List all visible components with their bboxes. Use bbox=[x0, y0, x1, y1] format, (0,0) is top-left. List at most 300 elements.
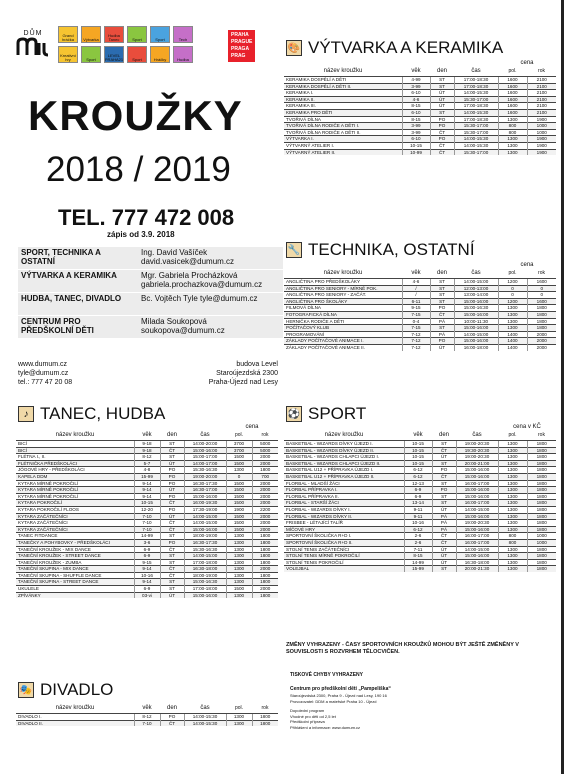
course-name: STOLNÍ TENIS ZAČÁTEČNÍCI bbox=[284, 546, 404, 553]
header-spacer bbox=[402, 60, 430, 67]
price-half: 1500 bbox=[226, 513, 252, 520]
age: 2-6 bbox=[404, 539, 432, 546]
centrum-line: Staroújezdská 2300, Praha 9 - Újezd nad Lesy, 190 16 bbox=[290, 693, 387, 698]
header-spacer bbox=[430, 262, 454, 269]
program-tile: Sport bbox=[150, 26, 170, 43]
day: ÚT bbox=[160, 460, 184, 467]
course-name: FLORBAL - WIZARDS DÍVKY II. bbox=[284, 513, 404, 520]
table-row bbox=[284, 441, 556, 448]
course-name: ANGLIČTINA PRO SENIORY - MÍRNĚ POK. bbox=[284, 285, 402, 292]
age: 9-14 bbox=[134, 579, 160, 586]
table-row bbox=[284, 149, 556, 155]
price-half: 1300 bbox=[498, 460, 527, 467]
day: ČT bbox=[160, 566, 184, 573]
column-header: pol. bbox=[508, 432, 517, 438]
price-half: 1300 bbox=[226, 572, 252, 579]
time: 15:00-16:00 bbox=[454, 338, 498, 345]
course-name: VÝTVARKA I. bbox=[284, 136, 402, 143]
day: ST bbox=[160, 586, 184, 593]
day: PO bbox=[160, 473, 184, 480]
age: 5-7 bbox=[134, 460, 160, 467]
centrum-line: Provozovatel: DDM a mateřské Praha 10 - Újezd bbox=[290, 698, 377, 704]
age: 3-6 bbox=[134, 539, 160, 546]
course-name: VOLEJBAL bbox=[284, 566, 404, 572]
price-year: 1000 bbox=[527, 539, 556, 546]
column-header: název kroužku bbox=[55, 705, 95, 711]
school-year: 2018 / 2019 bbox=[46, 150, 231, 189]
program-tile: Sport bbox=[81, 46, 101, 63]
price-half: 1900 bbox=[226, 506, 252, 513]
day: ST bbox=[160, 441, 184, 448]
day: PO bbox=[160, 714, 184, 721]
price-year: 0 bbox=[527, 292, 556, 299]
course-name: ANGLIČTINA PRO PŘEDŠKOLÁKY bbox=[284, 279, 402, 286]
table-row bbox=[284, 447, 556, 454]
day: PO bbox=[160, 539, 184, 546]
city: Praha-Újezd nad Lesy bbox=[208, 379, 278, 386]
price-year: 2000 bbox=[252, 487, 278, 494]
price-half: 1300 bbox=[226, 714, 252, 721]
price-half: 1300 bbox=[498, 454, 527, 461]
table-row bbox=[284, 533, 556, 540]
contact-person[interactable]: Mgr. Gabriela Procházková gabriela.prochazkova@dumum.cz bbox=[141, 271, 263, 289]
time: 15:00-16:00 bbox=[456, 487, 498, 494]
course-name: ANGLIČTINA PRO ŠKOLÁKY bbox=[284, 298, 402, 305]
age: 6-10 bbox=[402, 136, 430, 143]
price-half: 1300 bbox=[498, 506, 527, 513]
course-name: POČÍTAČOVÝ KLUB bbox=[284, 325, 402, 332]
day: ÚT bbox=[432, 553, 456, 560]
contact-department: CENTRUM PRO PŘEDŠKOLNÍ DĚTI bbox=[21, 317, 94, 335]
table-row bbox=[284, 318, 556, 325]
day: PO bbox=[160, 506, 184, 513]
price-half: 800 bbox=[498, 533, 527, 540]
course-name: FLORBAL PŘÍPRAVKA II. bbox=[284, 493, 404, 500]
course-name: TANEČKY A POHYBOVKY - PŘEDŠKOLÁCI bbox=[16, 539, 134, 546]
section-vytvarka-title bbox=[286, 38, 503, 58]
day: ČT bbox=[160, 526, 184, 533]
vytvarka-table bbox=[284, 60, 556, 155]
price-half: 1300 bbox=[498, 553, 527, 560]
phone-number: TEL. 777 472 008 bbox=[58, 205, 235, 230]
theatre-mask-icon: 🎭 bbox=[18, 682, 34, 698]
fine-print-line: Dopolední program bbox=[290, 708, 325, 713]
table-row bbox=[16, 559, 278, 566]
table-row bbox=[284, 129, 556, 136]
price-year: 2000 bbox=[252, 493, 278, 500]
program-tiles bbox=[58, 26, 193, 63]
price-year: 1800 bbox=[527, 305, 556, 312]
course-name: VÝTVARNÝ ATELIER I. bbox=[284, 142, 402, 149]
course-name: FLÉTNA I., II. bbox=[16, 454, 134, 461]
day: ST bbox=[160, 553, 184, 560]
table-row bbox=[16, 454, 278, 461]
time: 15:30-16:30 bbox=[184, 467, 226, 474]
price-year: 0 bbox=[527, 285, 556, 292]
price-year: 1800 bbox=[252, 592, 278, 598]
course-name: BASKETBAL U12 + PŘÍPRAVKA ÚJEZD II. bbox=[284, 473, 404, 480]
price-half: 1500 bbox=[226, 500, 252, 507]
price-year: 2100 bbox=[527, 90, 556, 97]
price-year: 2100 bbox=[527, 109, 556, 116]
table-row bbox=[284, 553, 556, 560]
table-row bbox=[16, 447, 278, 454]
price-half: 1300 bbox=[498, 520, 527, 527]
time: 19:00-20:30 bbox=[456, 520, 498, 527]
age: 13-14 bbox=[404, 500, 432, 507]
day: ST bbox=[432, 441, 456, 448]
typo-notice: TISKOVÉ CHYBY VYHRAZENY bbox=[290, 672, 363, 678]
price-year: 1800 bbox=[252, 467, 278, 474]
time: 14:00-15:00 bbox=[456, 506, 498, 513]
column-header: rok bbox=[538, 270, 545, 276]
day: ÚT bbox=[430, 90, 454, 97]
price-half: 1300 bbox=[498, 447, 527, 454]
age: 6-9 bbox=[134, 553, 160, 560]
table-row bbox=[284, 566, 556, 572]
column-header: rok bbox=[261, 705, 269, 711]
price-year: 1800 bbox=[527, 454, 556, 461]
course-name: BASKETBAL - WIZARDS CHLAPCI ÚJEZD II. bbox=[284, 460, 404, 467]
day: ČT bbox=[430, 149, 454, 155]
price-year: 1800 bbox=[252, 553, 278, 560]
price-label: cena bbox=[520, 262, 534, 268]
header-spacer bbox=[284, 60, 402, 67]
contact-person[interactable]: Milada Soukopová soukopova@dumum.cz bbox=[141, 317, 225, 335]
course-name: KERAMIKA DOSPĚLÍ A DĚTI II. bbox=[284, 83, 402, 90]
day: ČT bbox=[430, 311, 454, 318]
price-year: 1800 bbox=[527, 441, 556, 448]
price-year: 1000 bbox=[527, 123, 556, 130]
age: 6-9 bbox=[134, 586, 160, 593]
day: ČT bbox=[160, 572, 184, 579]
age: 9-14 bbox=[134, 480, 160, 487]
table-row bbox=[284, 116, 556, 123]
course-name: KYTARA POKROČILÍ bbox=[16, 500, 134, 507]
time: 14:00-15:30 bbox=[454, 90, 498, 97]
time: 14:00-15:30 bbox=[454, 142, 498, 149]
age: 7-11 bbox=[404, 546, 432, 553]
price-year: 1800 bbox=[252, 714, 278, 721]
age: 4-99 bbox=[402, 77, 430, 84]
day: ST bbox=[432, 500, 456, 507]
price-year: 1800 bbox=[527, 480, 556, 487]
age: 9-15 bbox=[402, 305, 430, 312]
age: 7-10 bbox=[134, 526, 160, 533]
price-half: 0 bbox=[226, 473, 252, 480]
day: PO bbox=[160, 493, 184, 500]
time: 14:00-15:00 bbox=[184, 553, 226, 560]
table-row bbox=[284, 331, 556, 338]
column-header: název kroužku bbox=[323, 270, 363, 276]
column-header: pol. bbox=[234, 432, 244, 438]
age: 8-15 bbox=[402, 103, 430, 110]
course-name: KERAMIKA PRO DĚTI bbox=[284, 109, 402, 116]
header-spacer bbox=[402, 262, 430, 269]
web-link[interactable]: www.dumum.cz bbox=[18, 361, 68, 368]
time: 20:00-21:30 bbox=[456, 566, 498, 572]
column-header: čas bbox=[471, 68, 481, 74]
age: 14-99 bbox=[404, 559, 432, 566]
course-name: ANGLIČTINA PRO SENIORY - ZAČÁT. bbox=[284, 292, 402, 299]
day: ST bbox=[432, 460, 456, 467]
table-row bbox=[16, 506, 278, 513]
table-row bbox=[284, 279, 556, 286]
price-label: cena bbox=[245, 424, 259, 430]
day: ČT bbox=[160, 447, 184, 454]
price-year: 1800 bbox=[252, 579, 278, 586]
price-half: 1300 bbox=[498, 526, 527, 533]
price-half: 3700 bbox=[226, 447, 252, 454]
price-half: 1400 bbox=[498, 331, 527, 338]
price-year: 1800 bbox=[527, 526, 556, 533]
time: 16:00-17:00 bbox=[456, 533, 498, 540]
price-half: 1600 bbox=[498, 103, 527, 110]
course-name: KAPELA DDM bbox=[16, 473, 134, 480]
price-half: 1500 bbox=[226, 487, 252, 494]
day: PO bbox=[430, 305, 454, 312]
age: 14-99 bbox=[134, 533, 160, 540]
table-row bbox=[16, 720, 278, 726]
header-spacer bbox=[454, 60, 498, 67]
header-spacer bbox=[454, 262, 498, 269]
header-spacer bbox=[404, 424, 432, 431]
price-half: 0 bbox=[498, 292, 527, 299]
age: 10-16 bbox=[404, 520, 432, 527]
course-name: STOLNÍ TENIS POKROČILÍ bbox=[284, 559, 404, 566]
price-year: 1800 bbox=[527, 500, 556, 507]
table-row bbox=[16, 487, 278, 494]
page-title: KROUŽKY bbox=[28, 92, 243, 139]
table-row bbox=[284, 103, 556, 110]
phone-text: tel.: 777 47 20 08 bbox=[18, 379, 73, 386]
program-tile: Kreativní hry bbox=[58, 46, 78, 63]
contact-person[interactable]: Bc. Vojtěch Tyle tyle@dumum.cz bbox=[141, 294, 258, 303]
day: ČT bbox=[160, 720, 184, 726]
email-link[interactable]: tyle@dumum.cz bbox=[18, 370, 69, 377]
age: 9-18 bbox=[134, 441, 160, 448]
table-row bbox=[16, 566, 278, 573]
table-row bbox=[284, 136, 556, 143]
course-name: VÝTVARNÝ ATELIER II. bbox=[284, 149, 402, 155]
section-technika-title bbox=[286, 240, 475, 260]
age: 9-14 bbox=[134, 487, 160, 494]
age: 4-6 bbox=[402, 96, 430, 103]
table-row bbox=[16, 586, 278, 593]
table-row bbox=[284, 480, 556, 487]
time: 15:30-17:00 bbox=[454, 129, 498, 136]
time: 17:00-18:30 bbox=[454, 77, 498, 84]
day: PÁ bbox=[430, 318, 454, 325]
time: 15:00-16:00 bbox=[184, 493, 226, 500]
day: PO bbox=[432, 467, 456, 474]
price-half: 1300 bbox=[498, 546, 527, 553]
time: 15:00-16:00 bbox=[456, 473, 498, 480]
course-name: BICÍ bbox=[16, 441, 134, 448]
price-year: 1000 bbox=[527, 533, 556, 540]
day: PO bbox=[430, 338, 454, 345]
column-header: čas bbox=[472, 432, 482, 438]
price-year: 2000 bbox=[252, 566, 278, 573]
price-half: 1500 bbox=[226, 480, 252, 487]
age: 9-11 bbox=[404, 506, 432, 513]
street: Staroújezdská 2300 bbox=[216, 370, 278, 377]
day: PO bbox=[160, 467, 184, 474]
course-name: BASKETBAL - WIZARDS DÍVKY ÚJEZD II. bbox=[284, 447, 404, 454]
logo-glyph-icon bbox=[15, 37, 51, 57]
price-year: 1800 bbox=[252, 546, 278, 553]
column-header: název kroužku bbox=[323, 68, 363, 74]
price-year: 1900 bbox=[527, 116, 556, 123]
age: 7-15 bbox=[402, 311, 430, 318]
table-row bbox=[16, 714, 278, 721]
price-year: 2000 bbox=[252, 480, 278, 487]
price-half: 1300 bbox=[226, 539, 252, 546]
price-half: 1300 bbox=[226, 553, 252, 560]
price-year: 1800 bbox=[527, 447, 556, 454]
day: ÚT bbox=[432, 559, 456, 566]
price-year: 1900 bbox=[527, 142, 556, 149]
header-spacer bbox=[160, 424, 184, 431]
time: 14:00-15:00 bbox=[454, 331, 498, 338]
address-right bbox=[196, 360, 278, 387]
praha-badge-line: PRAG bbox=[231, 53, 246, 59]
time: 15:30-17:00 bbox=[454, 96, 498, 103]
day: ST bbox=[430, 325, 454, 332]
age: / bbox=[402, 285, 430, 292]
course-name: KYTARA MÍRNĚ POKROČILÍ bbox=[16, 487, 134, 494]
day: ÚT bbox=[160, 487, 184, 494]
column-header: věk bbox=[411, 68, 421, 74]
price-half: 1300 bbox=[226, 566, 252, 573]
contact-row bbox=[18, 246, 283, 269]
course-name: FLORBAL - MLADŠÍ ŽÁCI bbox=[284, 480, 404, 487]
column-header: den bbox=[436, 68, 447, 74]
price-half: 1500 bbox=[226, 460, 252, 467]
price-half: 1300 bbox=[498, 311, 527, 318]
age: 7-10 bbox=[134, 520, 160, 527]
section-title-text: TECHNIKA, OSTATNÍ bbox=[308, 240, 475, 259]
time: 18:00-19:00 bbox=[184, 572, 226, 579]
day: ST bbox=[430, 109, 454, 116]
course-name: ZÁKLADY POČÍTAČOVÉ ANIMACE II. bbox=[284, 344, 402, 350]
time: 15:00-16:00 bbox=[456, 467, 498, 474]
day: PÁ bbox=[432, 513, 456, 520]
table-row bbox=[16, 513, 278, 520]
age: 10-15 bbox=[404, 454, 432, 461]
column-header: den bbox=[436, 270, 447, 276]
time: 16:30-17:30 bbox=[184, 539, 226, 546]
price-year: 1800 bbox=[527, 460, 556, 467]
time: 15:00-17:00 bbox=[184, 454, 226, 461]
price-half: 1300 bbox=[226, 592, 252, 598]
day: ST bbox=[430, 77, 454, 84]
table-row bbox=[284, 539, 556, 546]
day: PO bbox=[430, 136, 454, 143]
time: 17:00-18:00 bbox=[184, 559, 226, 566]
fine-print-line: Přihlášení a informace: www.dumum.cz bbox=[290, 724, 361, 730]
age: 10-15 bbox=[134, 500, 160, 507]
tools-icon: 🔧 bbox=[286, 242, 302, 258]
day: ÚT bbox=[160, 513, 184, 520]
day: ST bbox=[430, 298, 454, 305]
program-tile: Sport bbox=[127, 26, 147, 43]
age: 9-11 bbox=[404, 513, 432, 520]
column-header: čas bbox=[471, 270, 481, 276]
time: 14:00-15:00 bbox=[184, 520, 226, 527]
table-row bbox=[16, 500, 278, 507]
registration-date: zápis od 3.9. 2018 bbox=[107, 230, 175, 239]
table-row bbox=[284, 506, 556, 513]
price-year: 1800 bbox=[527, 513, 556, 520]
price-year: 1800 bbox=[527, 487, 556, 494]
course-name: TVOŘIVÁ DÍLNA bbox=[284, 116, 402, 123]
price-label: cena bbox=[520, 60, 534, 66]
praha-badge-line: PRAHA bbox=[231, 32, 249, 38]
building-name: budova Level bbox=[236, 361, 278, 368]
price-half: 1300 bbox=[498, 305, 527, 312]
course-name: FLORBAL - WIZARDS DÍVKY I. bbox=[284, 506, 404, 513]
age: 6-10 bbox=[402, 90, 430, 97]
price-half: 1300 bbox=[226, 559, 252, 566]
header-spacer bbox=[184, 424, 226, 431]
time: 15:00-16:00 bbox=[456, 493, 498, 500]
time: 17:30-19:00 bbox=[184, 506, 226, 513]
price-year: 1800 bbox=[527, 506, 556, 513]
day: PO bbox=[160, 480, 184, 487]
table-row bbox=[16, 539, 278, 546]
table-row bbox=[284, 109, 556, 116]
contact-person[interactable]: Ing. David Vašíček david.vasicek@dumum.cz bbox=[141, 248, 235, 266]
program-tile: Hudba bbox=[173, 46, 193, 63]
price-half: 1300 bbox=[226, 533, 252, 540]
day: ČT bbox=[430, 142, 454, 149]
table-row bbox=[284, 311, 556, 318]
table-row bbox=[284, 123, 556, 130]
time: 15:00-16:00 bbox=[456, 553, 498, 560]
price-half: 800 bbox=[498, 123, 527, 130]
age: 10-15 bbox=[404, 447, 432, 454]
day: ST bbox=[432, 566, 456, 572]
table-row bbox=[284, 467, 556, 474]
price-label: cena v KČ bbox=[513, 424, 541, 430]
course-name: KERAMIKA DOSPĚLÍ A DĚTI bbox=[284, 77, 402, 84]
time: 14:00-15:00 bbox=[454, 279, 498, 286]
table-row bbox=[16, 520, 278, 527]
price-year: 2000 bbox=[252, 586, 278, 593]
tanec-table bbox=[16, 424, 278, 598]
price-half: 1300 bbox=[498, 142, 527, 149]
day: ST bbox=[430, 279, 454, 286]
table-row bbox=[284, 90, 556, 97]
contacts-table bbox=[18, 246, 283, 338]
time: 15:30-17:00 bbox=[454, 123, 498, 130]
age: 15-99 bbox=[404, 566, 432, 572]
column-header: den bbox=[438, 432, 449, 438]
age: 6-12 bbox=[404, 473, 432, 480]
price-half: 1300 bbox=[498, 473, 527, 480]
price-half: 1300 bbox=[498, 467, 527, 474]
program-tile: Výtvarka bbox=[81, 26, 101, 43]
price-half: 1500 bbox=[226, 454, 252, 461]
program-tile: LEVEL PRAHA21 bbox=[104, 46, 124, 63]
price-year: 2100 bbox=[527, 77, 556, 84]
price-year: 1800 bbox=[527, 520, 556, 527]
course-name: KYTARA ZAČÁTEČNÍCI bbox=[16, 513, 134, 520]
price-year: 1800 bbox=[527, 318, 556, 325]
course-name: FILMOVÁ DÍLNA bbox=[284, 305, 402, 312]
table-row bbox=[16, 572, 278, 579]
